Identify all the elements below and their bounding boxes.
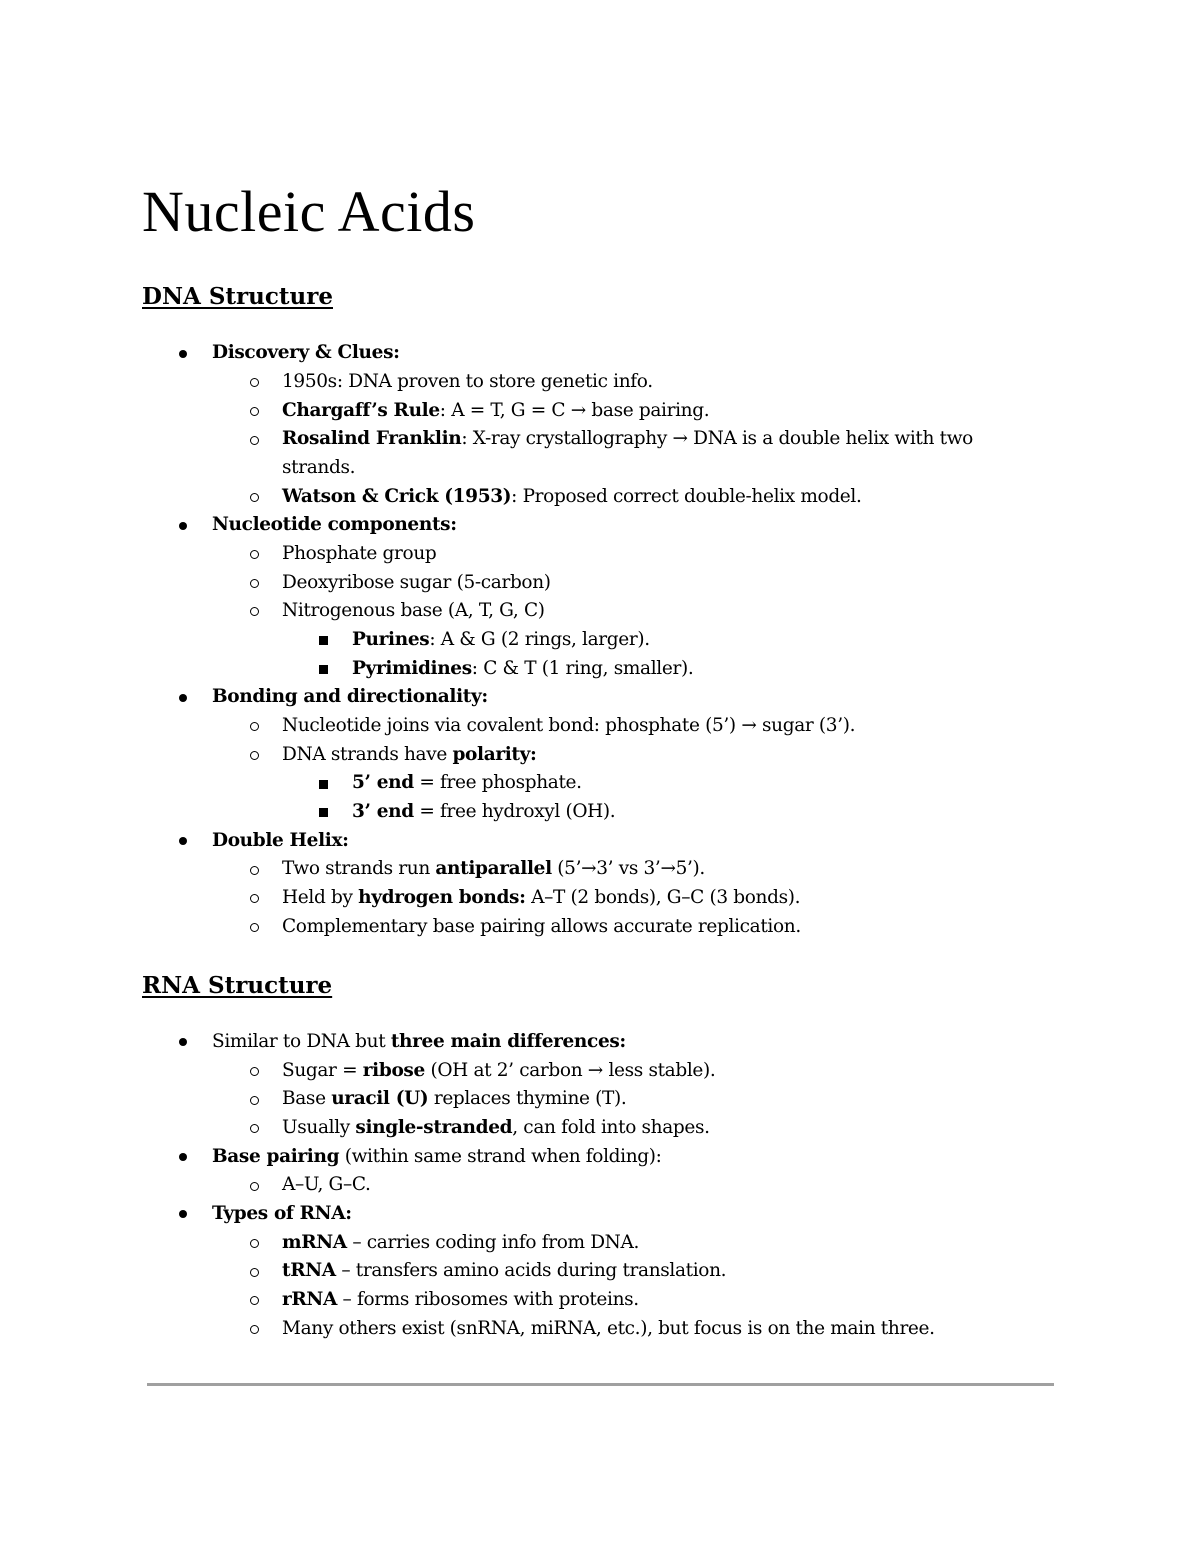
list-item: tRNA – transfers amino acids during translation.: [282, 1260, 727, 1281]
bullet-circle: [250, 407, 259, 416]
bullet-circle: [250, 493, 259, 502]
bullet-circle: [250, 894, 259, 903]
bullet-circle: [250, 866, 259, 875]
list-item: Base pairing (within same strand when folding):: [212, 1146, 662, 1167]
bullet-square: [319, 665, 328, 674]
bullet-square: [319, 636, 328, 645]
bullet-disc: [179, 1210, 187, 1218]
list-item: Double Helix:: [212, 830, 349, 851]
bullet-circle: [250, 1296, 259, 1305]
bullet-square: [319, 808, 328, 817]
list-item: 3’ end = free hydroxyl (OH).: [352, 801, 616, 822]
bullet-disc: [179, 1038, 187, 1046]
rna-section-heading: RNA Structure: [142, 972, 333, 999]
list-item: Watson & Crick (1953): Proposed correct double-helix model.: [282, 486, 862, 507]
list-item: DNA strands have polarity:: [282, 744, 537, 765]
list-item: Rosalind Franklin: X-ray crystallography → DNA is a double helix with two: [282, 428, 973, 449]
bullet-circle: [250, 1096, 259, 1105]
bullet-circle: [250, 607, 259, 616]
bullet-disc: [179, 522, 187, 530]
bullet-circle: [250, 1239, 259, 1248]
page-title: Nucleic Acids: [142, 179, 476, 244]
list-item: Held by hydrogen bonds: A–T (2 bonds), G–C (3 bonds).: [282, 887, 801, 908]
list-item: Deoxyribose sugar (5-carbon): [282, 572, 551, 593]
list-item: Similar to DNA but three main differences:: [212, 1031, 626, 1052]
list-item: A–U, G–C.: [282, 1174, 371, 1195]
bullet-circle: [250, 1325, 259, 1334]
bullet-circle: [250, 1182, 259, 1191]
list-item: Bonding and directionality:: [212, 686, 488, 707]
list-item: Discovery & Clues:: [212, 342, 400, 363]
list-item: Nucleotide components:: [212, 514, 457, 535]
bullet-circle: [250, 378, 259, 387]
list-item-continuation: strands.: [282, 457, 356, 478]
list-item: 5’ end = free phosphate.: [352, 772, 582, 793]
dna-section-heading: DNA Structure: [142, 283, 333, 310]
bullet-circle: [250, 550, 259, 559]
list-item: mRNA – carries coding info from DNA.: [282, 1232, 640, 1253]
list-item: Nitrogenous base (A, T, G, C): [282, 600, 545, 621]
list-item: Base uracil (U) replaces thymine (T).: [282, 1088, 627, 1109]
bullet-disc: [179, 350, 187, 358]
list-item: Usually single-stranded, can fold into shapes.: [282, 1117, 710, 1138]
list-item: Chargaff’s Rule: A = T, G = C → base pairing.: [282, 400, 710, 421]
bullet-circle: [250, 722, 259, 731]
list-item: Sugar = ribose (OH at 2’ carbon → less stable).: [282, 1060, 716, 1081]
bullet-circle: [250, 923, 259, 932]
horizontal-rule: [147, 1383, 1054, 1386]
list-item: Phosphate group: [282, 543, 437, 564]
bullet-circle: [250, 436, 259, 445]
list-item: Two strands run antiparallel (5’→3’ vs 3’→5’).: [282, 858, 705, 879]
bullet-circle: [250, 751, 259, 760]
list-item: Types of RNA:: [212, 1203, 352, 1224]
bullet-circle: [250, 1268, 259, 1277]
bullet-disc: [179, 694, 187, 702]
bullet-disc: [179, 1153, 187, 1161]
list-item: Pyrimidines: C & T (1 ring, smaller).: [352, 658, 694, 679]
list-item: rRNA – forms ribosomes with proteins.: [282, 1289, 639, 1310]
list-item: Many others exist (snRNA, miRNA, etc.), but focus is on the main three.: [282, 1318, 935, 1339]
bullet-circle: [250, 1067, 259, 1076]
bullet-disc: [179, 837, 187, 845]
bullet-circle: [250, 579, 259, 588]
bullet-square: [319, 780, 328, 789]
bullet-circle: [250, 1124, 259, 1133]
list-item: Purines: A & G (2 rings, larger).: [352, 629, 650, 650]
list-item: Complementary base pairing allows accurate replication.: [282, 916, 801, 937]
list-item: Nucleotide joins via covalent bond: phosphate (5’) → sugar (3’).: [282, 715, 856, 736]
list-item: 1950s: DNA proven to store genetic info.: [282, 371, 653, 392]
